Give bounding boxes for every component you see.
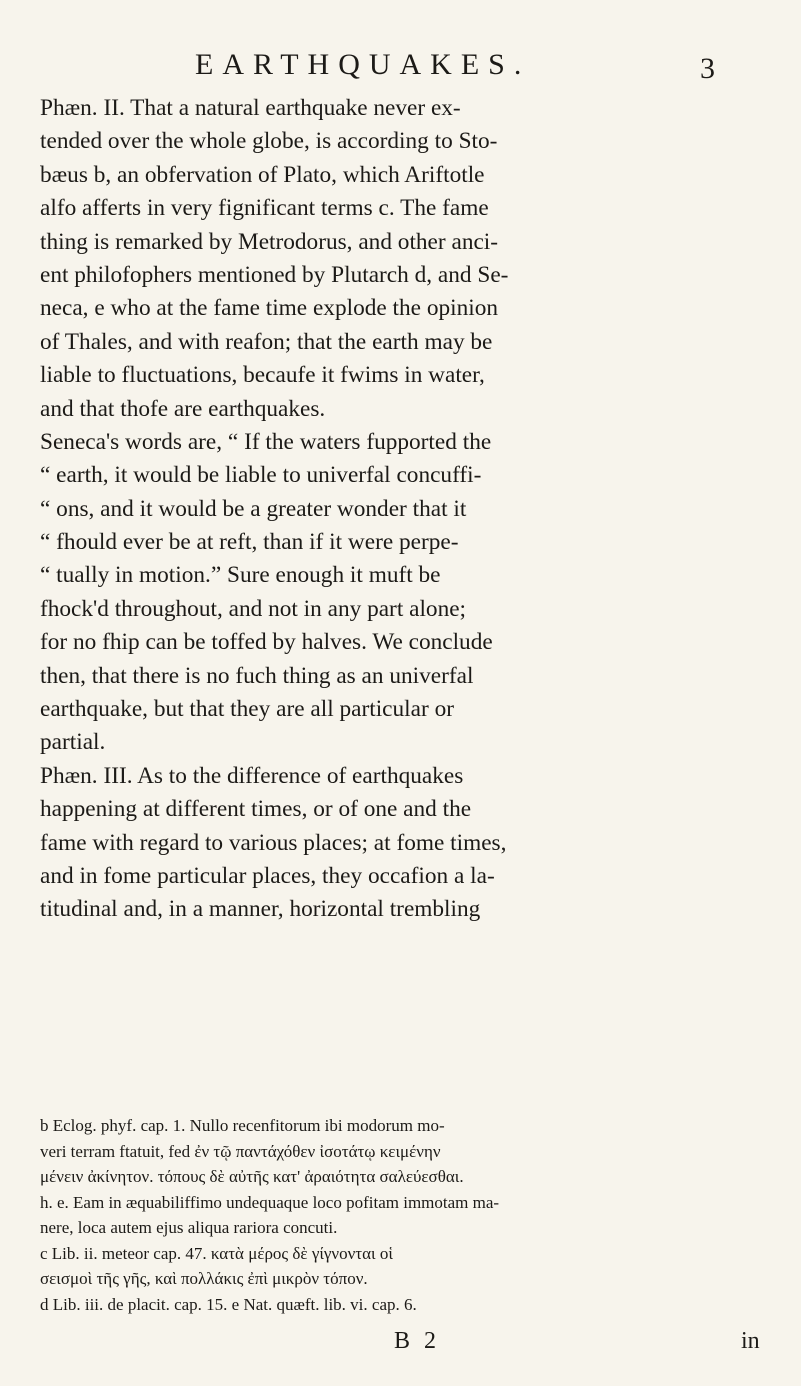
footnote-line: μένειν ἀκίνητον. τόπους δὲ αὐτῆς κατ' ἀραιότητα σαλεύεσθαι.	[40, 1167, 464, 1186]
footnote-line: d Lib. iii. de placit. cap. 15. e Nat. quæft. lib. vi. cap. 6.	[40, 1294, 417, 1314]
text-line: “ earth, it would be liable to univerfal concuffi-	[40, 462, 482, 489]
text-line: then, that there is no fuch thing as an univerfal	[40, 662, 474, 689]
text-line: earthquake, but that they are all particular or	[40, 696, 454, 723]
text-line: Seneca's words are, “ If the waters fupported the	[40, 428, 492, 455]
text-line: liable to fluctuations, becaufe it fwims in water,	[40, 362, 485, 389]
text-line: Phæn. II. That a natural earthquake never ex-	[40, 95, 461, 121]
text-line: of Thales, and with reafon; that the earth may be	[40, 328, 493, 355]
footnotes	[40, 1113, 775, 1317]
footnote-line: nere, loca autem ejus aliqua rariora concuti.	[40, 1218, 338, 1237]
text-line: tended over the whole globe, is according to Sto-	[40, 128, 498, 155]
text-line: fhock'd throughout, and not in any part alone;	[40, 595, 467, 622]
body-text	[40, 92, 775, 927]
signature-mark: B 2	[394, 1328, 441, 1354]
text-line: happening at different times, or of one and the	[40, 796, 472, 823]
text-line: and in fome particular places, they occafion a la-	[40, 862, 495, 889]
text-line: fame with regard to various places; at fome times,	[40, 829, 507, 856]
text-line: alfo afferts in very fignificant terms c. The fame	[40, 195, 489, 222]
footnote-line: b Eclog. phyf. cap. 1. Nullo recenfitorum ibi modorum mo-	[40, 1116, 445, 1135]
running-head: EARTHQUAKES.	[195, 48, 531, 81]
text-line: for no fhip can be toffed by halves. We conclude	[40, 629, 493, 656]
catchword: in	[741, 1328, 760, 1354]
footnote-line: veri terram ftatuit, fed ἐν τῷ παντάχόθεν ἰσοτάτῳ κειμένην	[40, 1141, 441, 1161]
text-line: neca, e who at the fame time explode the opinion	[40, 295, 499, 322]
page-footer	[0, 1328, 801, 1364]
text-line: bæus b, an obfervation of Plato, which Ariftotle	[40, 161, 485, 188]
footnote-line: h. e. Eam in æquabiliffimo undequaque loco pofitam immotam ma-	[40, 1192, 500, 1212]
text-line: “ tually in motion.” Sure enough it muft be	[40, 562, 441, 589]
text-line: titudinal and, in a manner, horizontal trembling	[40, 896, 481, 923]
text-line: partial.	[40, 729, 106, 756]
text-line: and that thofe are earthquakes.	[40, 395, 326, 422]
footnote-line: σεισμοὶ τῆς γῆς, καὶ πολλάκις ἐπὶ μικρὸν τόπον.	[40, 1269, 368, 1288]
text-line: “ ons, and it would be a greater wonder that it	[40, 495, 467, 522]
text-line: Phæn. III. As to the difference of earthquakes	[40, 762, 464, 789]
text-line: thing is remarked by Metrodorus, and other anci-	[40, 228, 499, 255]
text-line: ent philofophers mentioned by Plutarch d, and Se-	[40, 261, 509, 288]
footnote-line: c Lib. ii. meteor cap. 47. κατὰ μέρος δὲ γίγνονται οἱ	[40, 1243, 393, 1263]
text-line: “ fhould ever be at reft, than if it were perpe-	[40, 529, 459, 556]
page-number: 3	[700, 52, 715, 85]
page-header	[0, 48, 801, 88]
